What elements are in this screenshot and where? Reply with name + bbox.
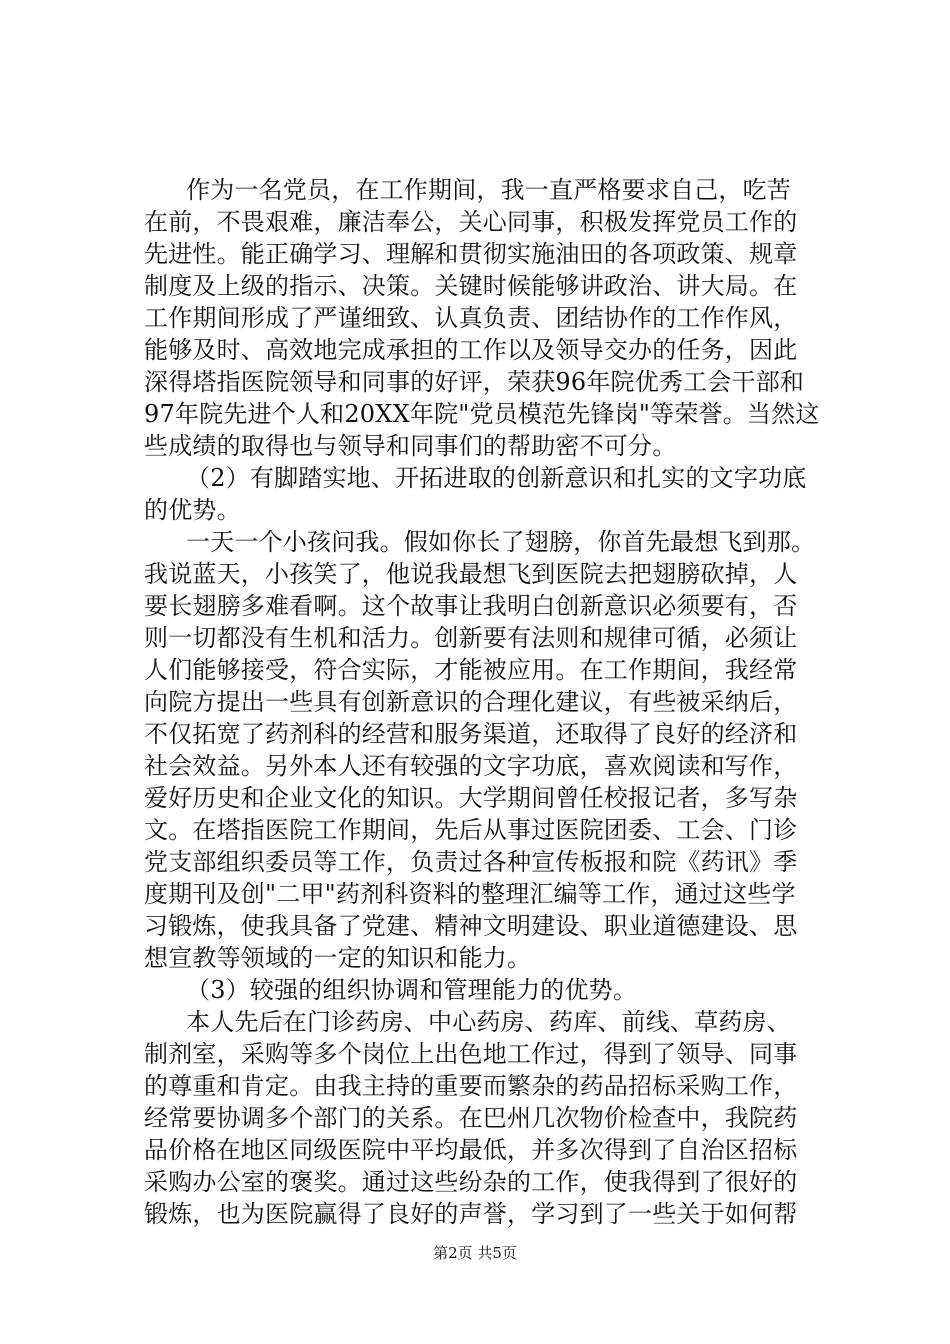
- text-line: 工作期间形成了严谨细致、认真负责、团结协作的工作作风，: [144, 304, 798, 332]
- text-line: 97年院先进个人和20XX年院"党员模范先锋岗"等荣誉。当然这: [144, 400, 820, 428]
- text-line: 能够及时、高效地完成承担的工作以及领导交办的任务，因此: [144, 336, 798, 364]
- text-line: 先进性。能正确学习、理解和贯彻实施油田的各项政策、规章: [144, 240, 798, 268]
- text-line: 深得塔指医院领导和同事的好评，荣获96年院优秀工会干部和: [144, 368, 805, 396]
- text-line: 锻炼，也为医院赢得了良好的声誉，学习到了一些关于如何帮: [144, 1200, 798, 1228]
- page-number-footer: 第2页 共5页: [433, 1244, 517, 1262]
- text-line: 社会效益。另外本人还有较强的文字功底，喜欢阅读和写作，: [144, 752, 798, 780]
- text-line: 要长翅膀多难看啊。这个故事让我明白创新意识必须要有，否: [144, 592, 798, 620]
- text-line: 不仅拓宽了药剂科的经营和服务渠道，还取得了良好的经济和: [144, 720, 798, 748]
- section-heading: （3）较强的组织协调和管理能力的优势。: [186, 976, 638, 1004]
- text-line: 党支部组织委员等工作，负责过各种宣传板报和院《药讯》季: [144, 848, 798, 876]
- text-line: 品价格在地区同级医院中平均最低，并多次得到了自治区招标: [144, 1136, 798, 1164]
- text-line: 在前，不畏艰难，廉洁奉公，关心同事，积极发挥党员工作的: [144, 208, 798, 236]
- text-line: 本人先后在门诊药房、中心药房、药库、前线、草药房、: [186, 1008, 791, 1036]
- text-line: 制度及上级的指示、决策。关键时候能够讲政治、讲大局。在: [144, 272, 798, 300]
- text-line: 文。在塔指医院工作期间，先后从事过医院团委、工会、门诊: [144, 816, 798, 844]
- text-line: 爱好历史和企业文化的知识。大学期间曾任校报记者，多写杂: [144, 784, 798, 812]
- text-line: 些成绩的取得也与领导和同事们的帮助密不可分。: [144, 432, 677, 460]
- text-line: 向院方提出一些具有创新意识的合理化建议，有些被采纳后，: [144, 688, 798, 716]
- text-line: 我说蓝天，小孩笑了，他说我最想飞到医院去把翅膀砍掉，人: [144, 560, 798, 588]
- text-line: 一天一个小孩问我。假如你长了翅膀，你首先最想飞到那。: [186, 528, 816, 556]
- text-line: 经常要协调多个部门的关系。在巴州几次物价检查中，我院药: [144, 1104, 798, 1132]
- text-line: 想宣教等领域的一定的知识和能力。: [144, 944, 532, 972]
- text-line: 习锻炼，使我具备了党建、精神文明建设、职业道德建设、思: [144, 912, 798, 940]
- text-line: 的尊重和肯定。由我主持的重要而繁杂的药品招标采购工作，: [144, 1072, 798, 1100]
- section-heading: （2）有脚踏实地、开拓进取的创新意识和扎实的文字功底: [186, 464, 807, 492]
- text-line: 的优势。: [144, 496, 241, 524]
- text-line: 度期刊及创"二甲"药剂科资料的整理汇编等工作，通过这些学: [144, 880, 796, 908]
- text-line: 则一切都没有生机和活力。创新要有法则和规律可循，必须让: [144, 624, 798, 652]
- text-line: 制剂室，采购等多个岗位上出色地工作过，得到了领导、同事: [144, 1040, 798, 1068]
- text-line: 采购办公室的褒奖。通过这些纷杂的工作，使我得到了很好的: [144, 1168, 798, 1196]
- text-line: 人们能够接受，符合实际，才能被应用。在工作期间，我经常: [144, 656, 798, 684]
- text-line: 作为一名党员，在工作期间，我一直严格要求自己，吃苦: [186, 176, 791, 204]
- body-text: [144, 174, 832, 1230]
